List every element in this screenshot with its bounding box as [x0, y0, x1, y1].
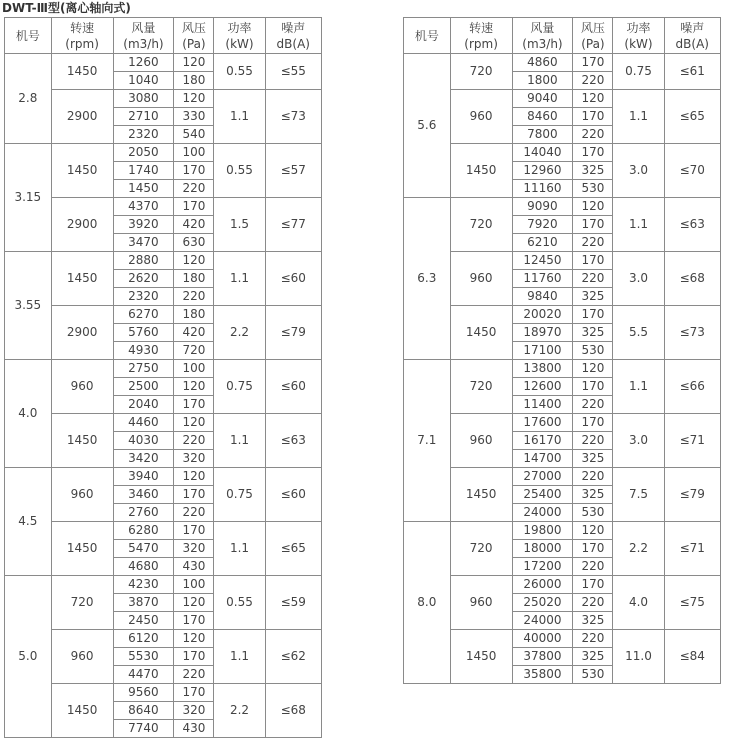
speed-cell: 960: [51, 360, 113, 414]
pressure-cell: 170: [573, 306, 613, 324]
noise-cell: ≤73: [664, 306, 721, 360]
airflow-cell: 9840: [512, 288, 573, 306]
power-cell: 5.5: [613, 306, 664, 360]
table-row: [5, 468, 322, 486]
pressure-cell: 100: [174, 144, 214, 162]
pressure-cell: 220: [573, 72, 613, 90]
pressure-cell: 170: [573, 378, 613, 396]
power-cell: 1.1: [214, 252, 265, 306]
pressure-cell: 220: [174, 666, 214, 684]
speed-cell: 960: [450, 414, 512, 468]
noise-cell: ≤75: [664, 576, 721, 630]
header-speed: 转速 (rpm): [51, 18, 113, 54]
header-model: 机号: [404, 18, 451, 54]
power-cell: 1.1: [214, 630, 265, 684]
airflow-cell: 5470: [113, 540, 174, 558]
noise-cell: ≤68: [265, 684, 322, 738]
table-row: [5, 90, 322, 108]
pressure-cell: 530: [573, 666, 613, 684]
airflow-cell: 18970: [512, 324, 573, 342]
pressure-cell: 220: [174, 288, 214, 306]
airflow-cell: 4930: [113, 342, 174, 360]
header-speed: 转速 (rpm): [450, 18, 512, 54]
airflow-cell: 9560: [113, 684, 174, 702]
speed-cell: 1450: [450, 468, 512, 522]
airflow-cell: 2710: [113, 108, 174, 126]
noise-cell: ≤63: [265, 414, 322, 468]
airflow-cell: 11760: [512, 270, 573, 288]
noise-cell: ≤63: [664, 198, 721, 252]
pressure-cell: 220: [573, 126, 613, 144]
pressure-cell: 170: [573, 540, 613, 558]
pressure-cell: 170: [573, 414, 613, 432]
airflow-cell: 12960: [512, 162, 573, 180]
pressure-cell: 170: [573, 54, 613, 72]
pressure-cell: 120: [573, 198, 613, 216]
noise-cell: ≤77: [265, 198, 322, 252]
pressure-cell: 120: [174, 54, 214, 72]
pressure-cell: 120: [174, 468, 214, 486]
airflow-cell: 4680: [113, 558, 174, 576]
noise-cell: ≤65: [265, 522, 322, 576]
pressure-cell: 325: [573, 288, 613, 306]
header-airflow: 风量 (m3/h): [113, 18, 174, 54]
speed-cell: 960: [450, 576, 512, 630]
speed-cell: 1450: [51, 54, 113, 90]
airflow-cell: 11400: [512, 396, 573, 414]
speed-cell: 720: [450, 522, 512, 576]
pressure-cell: 120: [174, 378, 214, 396]
airflow-cell: 3470: [113, 234, 174, 252]
airflow-cell: 4860: [512, 54, 573, 72]
pressure-cell: 120: [174, 90, 214, 108]
pressure-cell: 170: [174, 162, 214, 180]
speed-cell: 960: [450, 90, 512, 144]
airflow-cell: 6280: [113, 522, 174, 540]
table-row: [5, 414, 322, 432]
power-cell: 0.55: [214, 144, 265, 198]
airflow-cell: 25020: [512, 594, 573, 612]
model-cell: 5.6: [404, 54, 451, 198]
table-row: [5, 252, 322, 270]
pressure-cell: 180: [174, 306, 214, 324]
table-row: [404, 360, 721, 378]
airflow-cell: 17600: [512, 414, 573, 432]
model-cell: 4.0: [5, 360, 52, 468]
airflow-cell: 7920: [512, 216, 573, 234]
pressure-cell: 330: [174, 108, 214, 126]
pressure-cell: 220: [174, 180, 214, 198]
model-cell: 8.0: [404, 522, 451, 684]
speed-cell: 1450: [51, 252, 113, 306]
pressure-cell: 120: [174, 414, 214, 432]
airflow-cell: 3940: [113, 468, 174, 486]
pressure-cell: 170: [174, 396, 214, 414]
speed-cell: 2900: [51, 198, 113, 252]
fan-spec-table-right: [403, 17, 721, 684]
table-row: [5, 684, 322, 702]
table-row: [5, 306, 322, 324]
header-pressure: 风压 (Pa): [573, 18, 613, 54]
airflow-cell: 1740: [113, 162, 174, 180]
page-title: DWT-Ⅲ型(离心轴向式): [2, 1, 131, 15]
pressure-cell: 220: [573, 594, 613, 612]
airflow-cell: 2500: [113, 378, 174, 396]
airflow-cell: 6210: [512, 234, 573, 252]
airflow-cell: 2880: [113, 252, 174, 270]
pressure-cell: 540: [174, 126, 214, 144]
header-airflow: 风量 (m3/h): [512, 18, 573, 54]
airflow-cell: 2040: [113, 396, 174, 414]
airflow-cell: 6270: [113, 306, 174, 324]
header-row: [5, 18, 322, 54]
airflow-cell: 19800: [512, 522, 573, 540]
power-cell: 0.55: [214, 54, 265, 90]
pressure-cell: 530: [573, 342, 613, 360]
airflow-cell: 2450: [113, 612, 174, 630]
power-cell: 11.0: [613, 630, 664, 684]
table-row: [404, 198, 721, 216]
table-row: [5, 630, 322, 648]
airflow-cell: 6120: [113, 630, 174, 648]
power-cell: 0.75: [613, 54, 664, 90]
airflow-cell: 27000: [512, 468, 573, 486]
speed-cell: 960: [51, 468, 113, 522]
power-cell: 1.1: [613, 90, 664, 144]
power-cell: 2.2: [214, 306, 265, 360]
airflow-cell: 1800: [512, 72, 573, 90]
speed-cell: 1450: [450, 144, 512, 198]
airflow-cell: 4030: [113, 432, 174, 450]
table-row: [5, 144, 322, 162]
pressure-cell: 325: [573, 162, 613, 180]
noise-cell: ≤60: [265, 252, 322, 306]
speed-cell: 1450: [51, 684, 113, 738]
header-row: [404, 18, 721, 54]
noise-cell: ≤71: [664, 414, 721, 468]
pressure-cell: 420: [174, 324, 214, 342]
pressure-cell: 320: [174, 540, 214, 558]
table-row: [404, 522, 721, 540]
power-cell: 1.1: [214, 90, 265, 144]
airflow-cell: 4470: [113, 666, 174, 684]
pressure-cell: 120: [573, 90, 613, 108]
airflow-cell: 2620: [113, 270, 174, 288]
speed-cell: 1450: [51, 144, 113, 198]
airflow-cell: 2050: [113, 144, 174, 162]
airflow-cell: 2320: [113, 126, 174, 144]
airflow-cell: 3870: [113, 594, 174, 612]
power-cell: 1.1: [613, 198, 664, 252]
airflow-cell: 24000: [512, 504, 573, 522]
speed-cell: 2900: [51, 306, 113, 360]
airflow-cell: 17100: [512, 342, 573, 360]
speed-cell: 720: [450, 198, 512, 252]
pressure-cell: 420: [174, 216, 214, 234]
header-pressure: 风压 (Pa): [174, 18, 214, 54]
airflow-cell: 1260: [113, 54, 174, 72]
power-cell: 7.5: [613, 468, 664, 522]
noise-cell: ≤62: [265, 630, 322, 684]
airflow-cell: 14040: [512, 144, 573, 162]
noise-cell: ≤61: [664, 54, 721, 90]
airflow-cell: 1450: [113, 180, 174, 198]
speed-cell: 2900: [51, 90, 113, 144]
header-power: 功率 (kW): [214, 18, 265, 54]
pressure-cell: 170: [573, 252, 613, 270]
pressure-cell: 170: [174, 612, 214, 630]
airflow-cell: 17200: [512, 558, 573, 576]
speed-cell: 1450: [450, 630, 512, 684]
header-model: 机号: [5, 18, 52, 54]
airflow-cell: 7740: [113, 720, 174, 738]
noise-cell: ≤66: [664, 360, 721, 414]
power-cell: 0.75: [214, 468, 265, 522]
speed-cell: 960: [450, 252, 512, 306]
pressure-cell: 120: [174, 594, 214, 612]
airflow-cell: 14700: [512, 450, 573, 468]
noise-cell: ≤71: [664, 522, 721, 576]
power-cell: 3.0: [613, 144, 664, 198]
pressure-cell: 320: [174, 702, 214, 720]
table-row: [404, 630, 721, 648]
header-noise: 噪声 dB(A): [265, 18, 322, 54]
pressure-cell: 170: [174, 522, 214, 540]
header-power: 功率 (kW): [613, 18, 664, 54]
airflow-cell: 25400: [512, 486, 573, 504]
pressure-cell: 325: [573, 450, 613, 468]
pressure-cell: 120: [174, 252, 214, 270]
pressure-cell: 100: [174, 576, 214, 594]
pressure-cell: 180: [174, 270, 214, 288]
airflow-cell: 13800: [512, 360, 573, 378]
pressure-cell: 170: [174, 648, 214, 666]
table-row: [5, 360, 322, 378]
model-cell: 3.55: [5, 252, 52, 360]
airflow-cell: 16170: [512, 432, 573, 450]
pressure-cell: 220: [573, 234, 613, 252]
pressure-cell: 120: [573, 522, 613, 540]
airflow-cell: 11160: [512, 180, 573, 198]
pressure-cell: 530: [573, 180, 613, 198]
airflow-cell: 3920: [113, 216, 174, 234]
pressure-cell: 220: [174, 504, 214, 522]
pressure-cell: 430: [174, 720, 214, 738]
pressure-cell: 120: [174, 630, 214, 648]
airflow-cell: 12450: [512, 252, 573, 270]
speed-cell: 720: [51, 576, 113, 630]
airflow-cell: 4460: [113, 414, 174, 432]
airflow-cell: 1040: [113, 72, 174, 90]
power-cell: 0.55: [214, 576, 265, 630]
pressure-cell: 220: [573, 396, 613, 414]
noise-cell: ≤60: [265, 468, 322, 522]
airflow-cell: 7800: [512, 126, 573, 144]
airflow-cell: 26000: [512, 576, 573, 594]
pressure-cell: 180: [174, 72, 214, 90]
airflow-cell: 5530: [113, 648, 174, 666]
table-row: [404, 576, 721, 594]
header-noise: 噪声 dB(A): [664, 18, 721, 54]
power-cell: 4.0: [613, 576, 664, 630]
pressure-cell: 325: [573, 612, 613, 630]
airflow-cell: 5760: [113, 324, 174, 342]
table-row: [404, 468, 721, 486]
pressure-cell: 220: [573, 558, 613, 576]
pressure-cell: 720: [174, 342, 214, 360]
power-cell: 3.0: [613, 252, 664, 306]
pressure-cell: 220: [573, 432, 613, 450]
pressure-cell: 320: [174, 450, 214, 468]
speed-cell: 1450: [450, 306, 512, 360]
airflow-cell: 3080: [113, 90, 174, 108]
power-cell: 2.2: [214, 684, 265, 738]
noise-cell: ≤84: [664, 630, 721, 684]
pressure-cell: 630: [174, 234, 214, 252]
airflow-cell: 3420: [113, 450, 174, 468]
airflow-cell: 24000: [512, 612, 573, 630]
airflow-cell: 2760: [113, 504, 174, 522]
table-row: [404, 90, 721, 108]
noise-cell: ≤79: [664, 468, 721, 522]
pressure-cell: 100: [174, 360, 214, 378]
pressure-cell: 120: [573, 360, 613, 378]
airflow-cell: 4230: [113, 576, 174, 594]
airflow-cell: 4370: [113, 198, 174, 216]
table-row: [5, 54, 322, 72]
power-cell: 3.0: [613, 414, 664, 468]
pressure-cell: 220: [573, 270, 613, 288]
model-cell: 2.8: [5, 54, 52, 144]
airflow-cell: 20020: [512, 306, 573, 324]
airflow-cell: 37800: [512, 648, 573, 666]
airflow-cell: 9090: [512, 198, 573, 216]
power-cell: 2.2: [613, 522, 664, 576]
airflow-cell: 9040: [512, 90, 573, 108]
airflow-cell: 12600: [512, 378, 573, 396]
table-row: [5, 576, 322, 594]
airflow-cell: 35800: [512, 666, 573, 684]
speed-cell: 720: [450, 54, 512, 90]
noise-cell: ≤68: [664, 252, 721, 306]
airflow-cell: 2750: [113, 360, 174, 378]
power-cell: 1.1: [214, 522, 265, 576]
noise-cell: ≤57: [265, 144, 322, 198]
pressure-cell: 170: [174, 198, 214, 216]
model-cell: 5.0: [5, 576, 52, 738]
pressure-cell: 220: [573, 468, 613, 486]
airflow-cell: 40000: [512, 630, 573, 648]
table-row: [404, 54, 721, 72]
noise-cell: ≤59: [265, 576, 322, 630]
speed-cell: 1450: [51, 522, 113, 576]
table-row: [5, 522, 322, 540]
airflow-cell: 8460: [512, 108, 573, 126]
airflow-cell: 18000: [512, 540, 573, 558]
pressure-cell: 170: [573, 108, 613, 126]
noise-cell: ≤70: [664, 144, 721, 198]
pressure-cell: 325: [573, 486, 613, 504]
airflow-cell: 8640: [113, 702, 174, 720]
table-row: [404, 306, 721, 324]
pressure-cell: 170: [573, 216, 613, 234]
noise-cell: ≤73: [265, 90, 322, 144]
table-row: [404, 414, 721, 432]
pressure-cell: 325: [573, 648, 613, 666]
noise-cell: ≤55: [265, 54, 322, 90]
speed-cell: 1450: [51, 414, 113, 468]
pressure-cell: 170: [174, 486, 214, 504]
noise-cell: ≤60: [265, 360, 322, 414]
power-cell: 1.1: [214, 414, 265, 468]
pressure-cell: 220: [174, 432, 214, 450]
pressure-cell: 170: [573, 576, 613, 594]
fan-spec-table-left: [4, 17, 322, 738]
power-cell: 1.1: [613, 360, 664, 414]
power-cell: 0.75: [214, 360, 265, 414]
pressure-cell: 325: [573, 324, 613, 342]
model-cell: 3.15: [5, 144, 52, 252]
table-row: [5, 198, 322, 216]
airflow-cell: 2320: [113, 288, 174, 306]
speed-cell: 960: [51, 630, 113, 684]
model-cell: 6.3: [404, 198, 451, 360]
power-cell: 1.5: [214, 198, 265, 252]
pressure-cell: 170: [174, 684, 214, 702]
model-cell: 7.1: [404, 360, 451, 522]
noise-cell: ≤65: [664, 90, 721, 144]
pressure-cell: 430: [174, 558, 214, 576]
speed-cell: 720: [450, 360, 512, 414]
table-row: [404, 252, 721, 270]
noise-cell: ≤79: [265, 306, 322, 360]
pressure-cell: 170: [573, 144, 613, 162]
pressure-cell: 220: [573, 630, 613, 648]
model-cell: 4.5: [5, 468, 52, 576]
airflow-cell: 3460: [113, 486, 174, 504]
table-row: [404, 144, 721, 162]
pressure-cell: 530: [573, 504, 613, 522]
